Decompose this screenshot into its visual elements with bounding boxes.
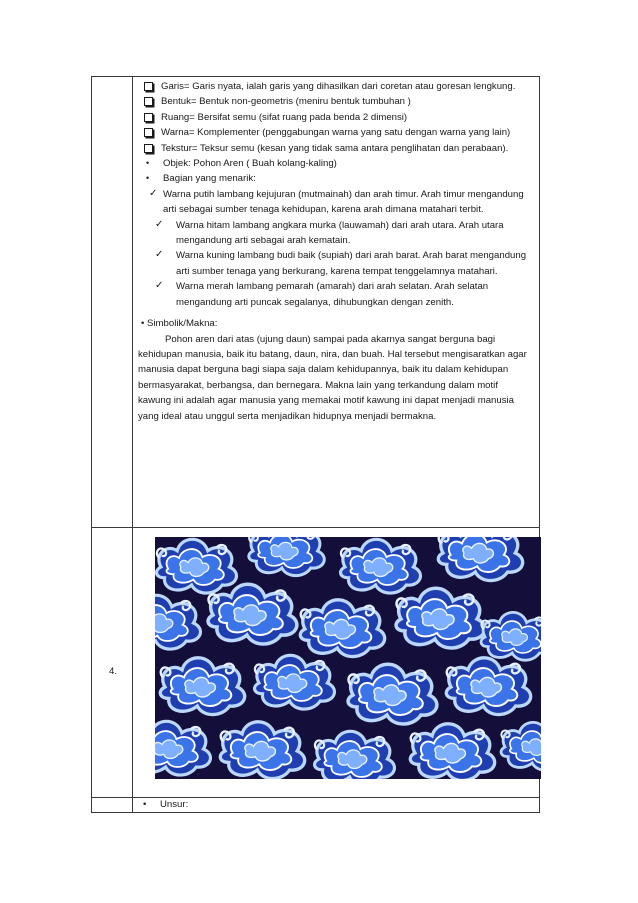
checkbox-square-icon xyxy=(144,82,153,91)
simbolik-paragraph: Pohon aren dari atas (ujung daun) sampai pada akarnya sangat berguna bagi kehidupan manusia, baik itu batang, daun, nira, dan buah. Hal tersebut mengisaratkan agar manusia dapat berguna bagi siapa saja dalam kehidupannya, baik itu dalam kehidupan bermasyarakat, berbangsa, dan bernegara. Makna lain yang terkandung dalam motif kawung ini adalah agar manusia yang memakai motif kawung ini dapat menjadi manusia yang ideal atau unggul serta menjadikan hidupnya menjadi bermakna. xyxy=(138,333,527,422)
list-item: Tekstur= Teksur semu (kesan yang tidak sama antara penglihatan dan perabaan). xyxy=(141,141,533,156)
checkbox-square-icon xyxy=(144,97,153,106)
checkmark-icon: ✓ xyxy=(155,280,164,292)
list-item: Ruang= Bersifat semu (sifat ruang pada benda 2 dimensi) xyxy=(141,110,533,125)
table-row xyxy=(92,798,540,813)
simbolik-title: • Simbolik/Makna: xyxy=(141,318,218,330)
table-row xyxy=(92,528,540,798)
description-cell xyxy=(133,77,540,528)
number-cell-empty xyxy=(92,798,133,813)
checkbox-square-icon xyxy=(144,113,153,122)
checkmark-icon: ✓ xyxy=(155,218,164,230)
table-row xyxy=(92,77,540,528)
number-cell-empty xyxy=(92,77,133,528)
list-item: • Objek: Pohon Aren ( Buah kolang-kaling) xyxy=(141,156,533,171)
number-cell xyxy=(92,528,133,798)
list-item: ✓ Warna kuning lambang budi baik (supiah) dari arah barat. Arah barat mengandung arti sumber tenaga yang berkurang, karena tempat tenggelamnya matahari. xyxy=(155,249,527,277)
unsur-cell xyxy=(133,798,540,813)
batik-mega-mendung-image xyxy=(155,537,541,779)
list-item: Warna= Komplementer (penggabungan warna yang satu dengan warna yang lain) xyxy=(141,125,533,140)
checkmark-icon: ✓ xyxy=(155,249,164,261)
bullet-dot-icon: • xyxy=(143,799,147,810)
list-item: • Bagian yang menarik: xyxy=(141,171,533,186)
list-item: Bentuk= Bentuk non-geometris (meniru bentuk tumbuhan ) xyxy=(141,94,533,109)
checkbox-square-icon xyxy=(144,144,153,153)
list-item: Garis= Garis nyata, ialah garis yang dihasilkan dari coretan atau goresan lengkung. xyxy=(141,79,533,94)
checkbox-square-icon xyxy=(144,128,153,137)
bullet-dot-icon: • xyxy=(146,173,150,184)
row-number: 4. xyxy=(109,666,118,677)
list-item: ✓ Warna putih lambang kejujuran (mutmainah) dan arah timur. Arah timur mengandung arti sebagai sumber tenaga kehidupan, karena arah dimana matahari terbit. xyxy=(149,187,524,216)
content-table xyxy=(91,76,540,813)
list-item: ✓ Warna hitam lambang angkara murka (lauwamah) dari arah utara. Arah utara mengandung arti sebagai arah kematain. xyxy=(155,218,504,247)
checkmark-icon: ✓ xyxy=(149,187,158,199)
unsur-label: Unsur: xyxy=(160,799,189,810)
image-cell xyxy=(133,528,540,798)
list-item: ✓ Warna merah lambang pemarah (amarah) dari arah selatan. Arah selatan mengandung arti puncak segalanya, dihubungkan dengan zenith. xyxy=(155,280,489,308)
bullet-dot-icon: • xyxy=(146,158,150,169)
